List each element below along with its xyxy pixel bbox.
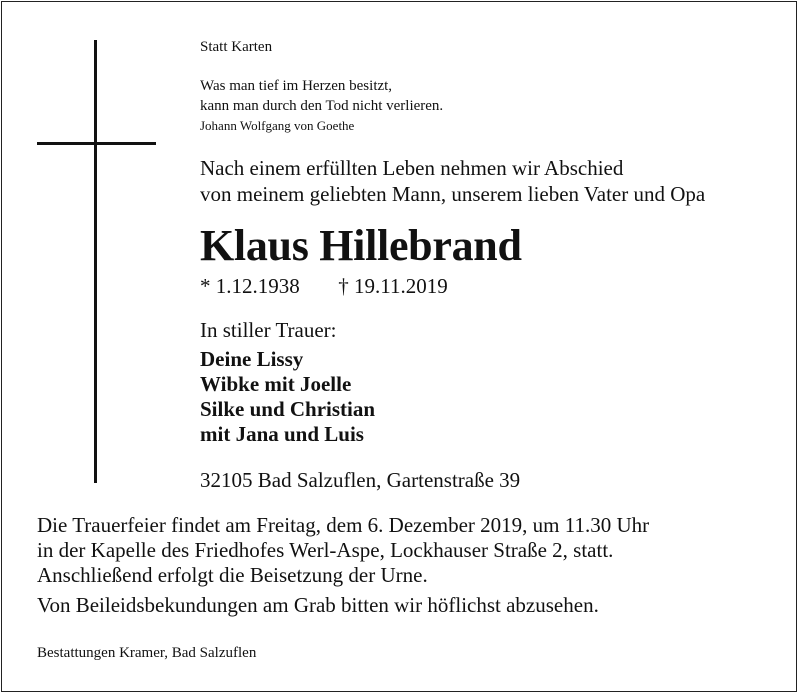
funeral-home: Bestattungen Kramer, Bad Salzuflen bbox=[37, 645, 257, 661]
death-date: † 19.11.2019 bbox=[338, 274, 448, 298]
intro-line-1: Nach einem erfüllten Leben nehmen wir Abschied bbox=[200, 156, 624, 180]
deceased-name: Klaus Hillebrand bbox=[200, 221, 522, 270]
address: 32105 Bad Salzuflen, Gartenstraße 39 bbox=[200, 468, 521, 492]
cross-horizontal-bar bbox=[37, 142, 156, 145]
ceremony-line-2: in der Kapelle des Friedhofes Werl-Aspe, Lockhauser Straße 2, statt. bbox=[37, 538, 614, 562]
life-dates bbox=[200, 273, 448, 299]
quote-block bbox=[200, 76, 443, 116]
mourners-list bbox=[200, 347, 375, 447]
mourner-2: Wibke mit Joelle bbox=[200, 372, 352, 396]
intro-block bbox=[200, 155, 705, 207]
mourner-4: mit Jana und Luis bbox=[200, 422, 364, 446]
mourner-3: Silke und Christian bbox=[200, 397, 376, 421]
mourning-label: In stiller Trauer: bbox=[200, 318, 337, 342]
quote-line-2: kann man durch den Tod nicht verlieren. bbox=[200, 98, 444, 114]
quote-author: Johann Wolfgang von Goethe bbox=[200, 118, 355, 133]
statt-karten-label: Statt Karten bbox=[200, 39, 273, 55]
ceremony-line-1: Die Trauerfeier findet am Freitag, dem 6. Dezember 2019, um 11.30 Uhr bbox=[37, 513, 650, 537]
ceremony-line-3: Anschließend erfolgt die Beisetzung der Urne. bbox=[37, 563, 428, 587]
ceremony-block bbox=[37, 513, 649, 588]
condolence-note: Von Beileidsbekundungen am Grab bitten wir höflichst abzusehen. bbox=[37, 593, 599, 617]
birth-date: * 1.12.1938 bbox=[200, 274, 300, 298]
quote-line-1: Was man tief im Herzen besitzt, bbox=[200, 78, 393, 94]
intro-line-2: von meinem geliebten Mann, unserem lieben Vater und Opa bbox=[200, 182, 706, 206]
mourner-1: Deine Lissy bbox=[200, 347, 304, 371]
cross-vertical-bar bbox=[94, 40, 97, 483]
